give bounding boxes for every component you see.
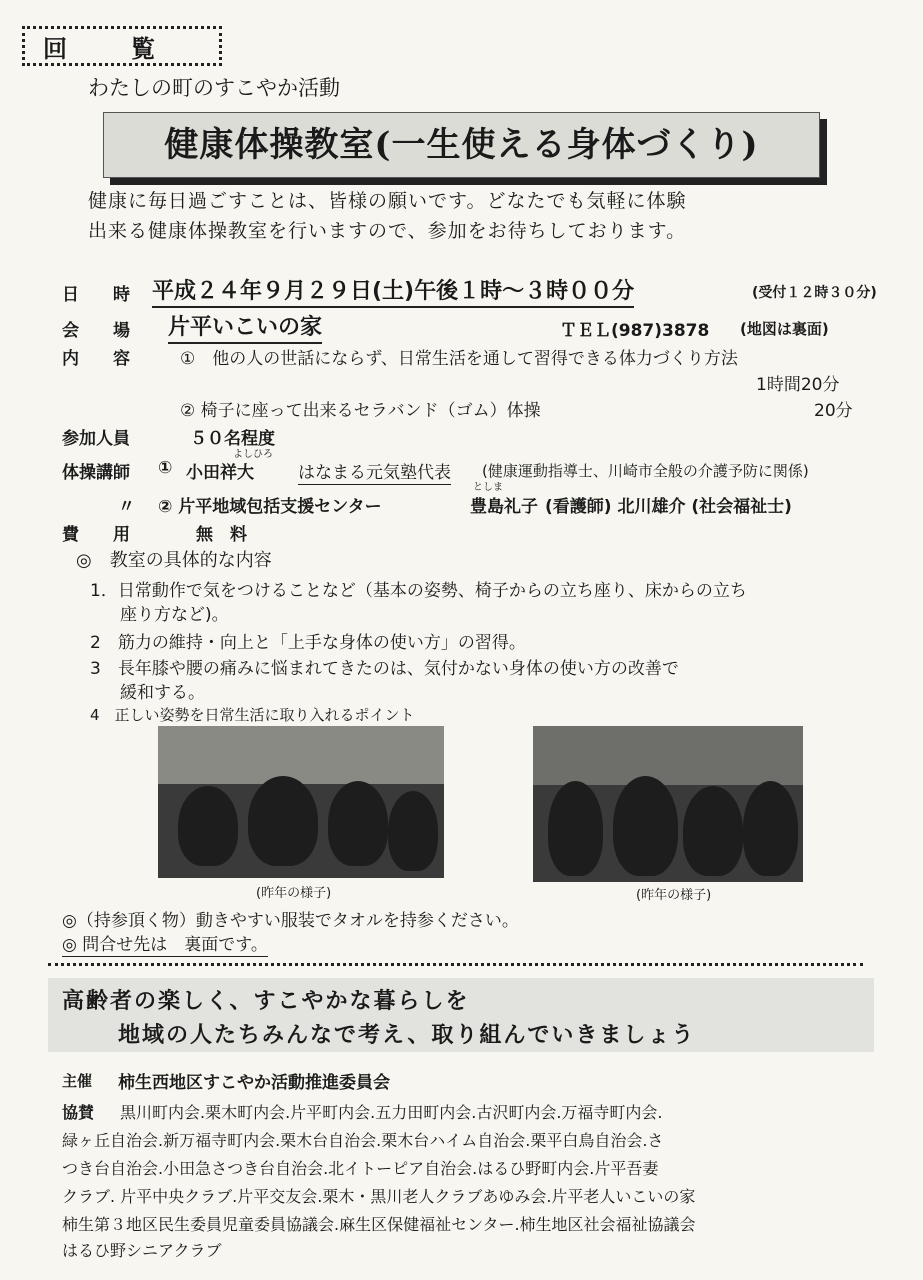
content-item-1: ① 他の人の世話にならず、日常生活を通して習得できる体力づくり方法 (180, 349, 738, 369)
intro-line-2: 出来る健康体操教室を行いますので、参加をお待ちしております。 (88, 220, 687, 242)
sponsors-line-1: 黒川町内会.栗木町内会.片平町内会.五力田町内会.古沢町内会.万福寺町内会. (120, 1103, 663, 1122)
organizer-value: 柿生西地区すこやか活動推進委員会 (118, 1073, 390, 1093)
instructor-2-ruby: としま (473, 482, 503, 493)
details-line-4: 4 正しい姿勢を日常生活に取り入れるポイント (90, 706, 415, 724)
ditto-mark: 〃 (118, 497, 135, 517)
instructor-1-note: (健康運動指導士、川崎市全般の介護予防に関係) (482, 462, 809, 480)
fee-label: 費 用 (62, 525, 130, 545)
sponsors-line-2: 緑ヶ丘自治会.新万福寺町内会.栗木台自治会.栗木台ハイム自治会.栗平白鳥自治会.さ (62, 1131, 664, 1150)
instructor-1-number: ① (158, 458, 173, 478)
photo-last-year-1 (158, 726, 444, 878)
instructor-label: 体操講師 (62, 463, 130, 483)
venue-tel: ＴＥＬ(987)3878 (560, 321, 710, 341)
page-title: 健康体操教室(一生使える身体づくり) (103, 112, 820, 178)
items-to-bring: ◎（持参頂く物）動きやすい服装でタオルを持参ください。 (62, 911, 519, 931)
instructor-1-name: 小田祥大 (186, 463, 254, 483)
fee-value: 無 料 (196, 525, 247, 545)
instructor-1-ruby: よしひろ (233, 449, 273, 460)
sponsors-line-6: はるひ野シニアクラブ (62, 1241, 222, 1260)
venue-label: 会 場 (62, 321, 130, 341)
details-line-1: 1．日常動作で気をつけることなど（基本の姿勢、椅子からの立ち座り、床からの立ち (90, 581, 747, 601)
details-line-1b: 座り方など)。 (120, 605, 229, 625)
contact-note: ◎ 問合せ先は 裏面です。 (62, 930, 268, 957)
instructor-2-org: ② 片平地域包括支援センター (158, 497, 382, 517)
instructor-2-name: 豊島礼子 (470, 497, 538, 517)
sponsors-line-3: つき台自治会.小田急さつき台自治会.北イトーピア自治会.はるひ野町内会.片平吾妻 (62, 1159, 659, 1178)
photo-caption-1: (昨年の様子) (256, 886, 332, 901)
sponsors-line-4: クラブ. 片平中央クラブ.片平交友会.栗木・黒川老人クラブあゆみ会.片平老人いこいの家 (62, 1187, 696, 1206)
details-line-3b: 緩和する。 (120, 683, 205, 703)
subtitle: わたしの町のすこやか活動 (88, 76, 340, 100)
datetime-value: 平成２４年９月２９日(土)午後１時～３時００分 (152, 274, 634, 308)
details-line-2: 2 筋力の維持・向上と「上手な身体の使い方」の習得。 (90, 633, 526, 653)
reception-time: (受付１２時３０分) (752, 285, 877, 301)
content-item-1-time: 1時間20分 (756, 375, 840, 395)
circulation-stamp: 回覧 (22, 26, 222, 66)
venue-value: 片平いこいの家 (168, 310, 322, 344)
slogan-line-2: 地域の人たちみんなで考え、取り組んでいきましょう (118, 1022, 696, 1048)
organizer-label: 主催 (62, 1072, 93, 1090)
details-heading: ◎ 教室の具体的な内容 (76, 550, 272, 571)
intro-line-1: 健康に毎日過ごすことは、皆様の願いです。どなたでも気軽に体験 (88, 190, 687, 212)
instructor-2-rest: (看護師) 北川雄介 (社会福祉士) (545, 497, 792, 517)
dotted-divider (48, 963, 863, 966)
instructor-1-org: はなまる元気塾代表 (298, 458, 451, 485)
content-item-2-time: 20分 (814, 401, 853, 421)
photo-last-year-2 (533, 726, 803, 882)
participants-value: ５０名程度 (190, 429, 275, 449)
details-line-3: 3 長年膝や腰の痛みに悩まれてきたのは、気付かない身体の使い方の改善で (90, 659, 679, 679)
datetime-label: 日 時 (62, 285, 130, 305)
content-item-2: ② 椅子に座って出来るセラバンド（ゴム）体操 (180, 401, 541, 421)
sponsors-line-5: 柿生第３地区民生委員児童委員協議会.麻生区保健福祉センター.柿生地区社会福祉協議会 (62, 1215, 696, 1234)
map-note: (地図は裏面) (740, 320, 829, 338)
slogan-line-1: 高齢者の楽しく、すこやかな暮らしを (62, 988, 470, 1014)
content-label: 内 容 (62, 349, 130, 369)
participants-label: 参加人員 (62, 429, 130, 449)
photo-caption-2: (昨年の様子) (636, 888, 712, 903)
sponsors-label: 協賛 (62, 1103, 95, 1122)
